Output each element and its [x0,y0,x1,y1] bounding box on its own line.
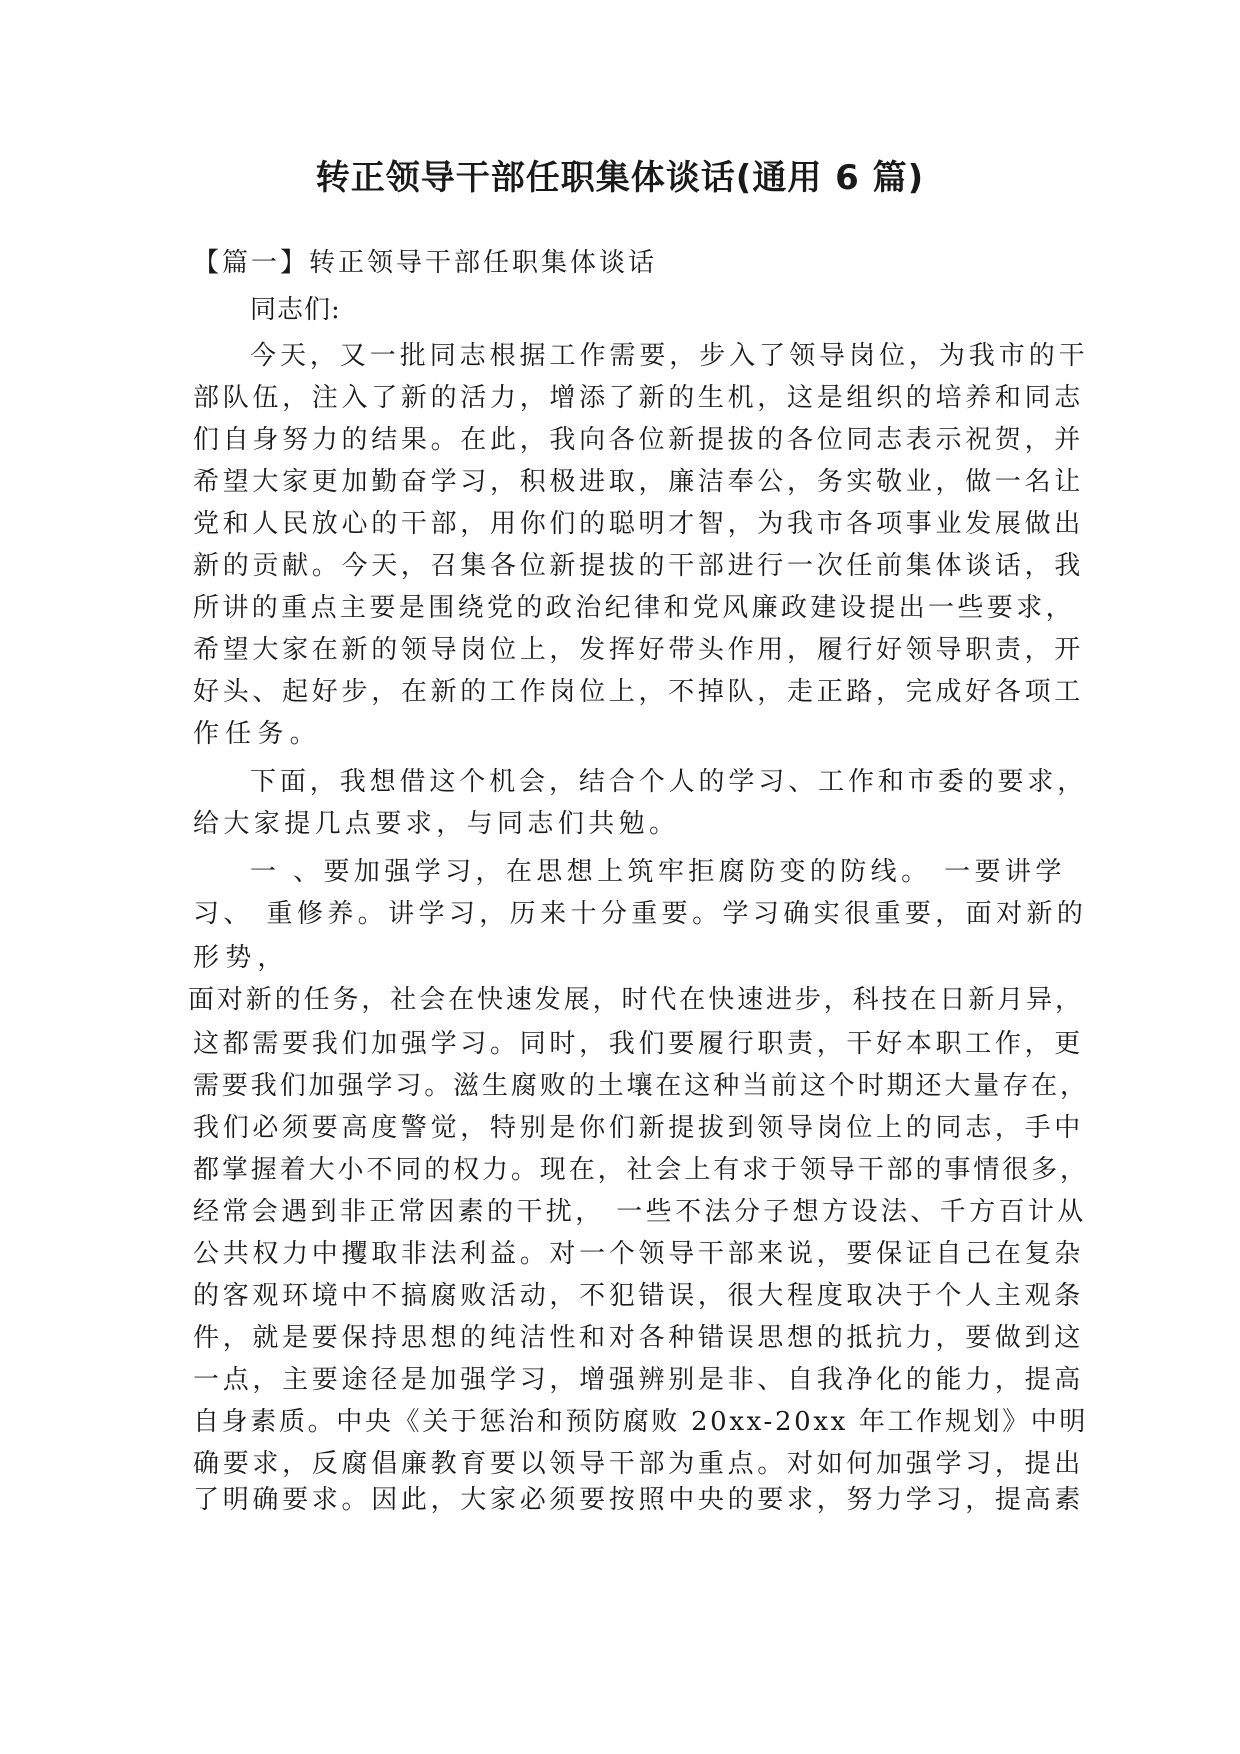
paragraph-line: 党和人民放心的干部，用你们的聪明才智，为我市各项事业发展做出 [193,509,1085,539]
paragraph-line: 希望大家在新的领导岗位上，发挥好带头作用，履行好领导职责，开 [193,635,1085,665]
paragraph-line: 件，就是要保持思想的纯洁性和对各种错误思想的抵抗力，要做到这 [193,1323,1085,1353]
paragraph-line: 下面，我想借这个机会，结合个人的学习、工作和市委的要求， [250,767,1088,797]
paragraph-line: 给大家提几点要求，与同志们共勉。 [193,809,680,839]
paragraph-line: 好头、起好步，在新的工作岗位上，不掉队，走正路，完成好各项工 [193,677,1085,707]
paragraph-line: 形势， [193,943,290,973]
paragraph-line: 自身素质。中央《关于惩治和预防腐败 20xx-20xx 年工作规划》中明 [193,1407,1089,1437]
paragraph-line: 今天，又一批同志根据工作需要，步入了领导岗位，为我市的干 [250,341,1089,371]
paragraph-line: 部队伍，注入了新的活力，增添了新的生机，这是组织的培养和同志 [193,383,1085,413]
section-heading: 【篇一】转正领导干部任职集体谈话 [193,248,658,278]
paragraph-line: 的客观环境中不搞腐败活动，不犯错误，很大程度取决于个人主观条 [193,1281,1085,1311]
paragraph-line: 公共权力中攫取非法利益。对一个领导干部来说，要保证自己在复杂 [193,1239,1085,1269]
paragraph-line: 作任务。 [193,719,322,749]
paragraph-line: 经常会遇到非正常因素的干扰， 一些不法分子想方设法、千方百计从 [193,1197,1087,1227]
paragraph-line: 面对新的任务，社会在快速发展，时代在快速进步，科技在日新月异， [188,985,1084,1015]
paragraph-line: 所讲的重点主要是围绕党的政治纪律和党风廉政建设提出一些要求， [193,593,1076,623]
paragraph-line: 新的贡献。今天，召集各位新提拔的干部进行一次任前集体谈话，我 [193,551,1085,581]
paragraph-line: 们自身努力的结果。在此，我向各位新提拔的各位同志表示祝贺，并 [193,425,1085,455]
paragraph-line: 一 、要加强学习，在思想上筑牢拒腐防变的防线。 一要讲学 [250,857,1066,887]
paragraph-line: 确要求，反腐倡廉教育要以领导干部为重点。对如何加强学习，提出 [193,1449,1085,1479]
paragraph-line: 一点，主要途径是加强学习，增强辨别是非、自我净化的能力，提高 [193,1365,1085,1395]
paragraph-line: 需要我们加强学习。滋生腐败的土壤在这种当前这个时期还大量存在， [193,1071,1089,1101]
paragraph-line: 希望大家更加勤奋学习，积极进取，廉洁奉公，务实敬业，做一名让 [193,467,1085,497]
paragraph-line: 这都需要我们加强学习。同时，我们要履行职责，干好本职工作，更 [193,1029,1085,1059]
paragraph-line: 都掌握着大小不同的权力。现在，社会上有求于领导干部的事情很多， [193,1155,1089,1185]
greeting: 同志们: [250,295,341,325]
document-title: 转正领导干部任职集体谈话(通用 6 篇) [315,158,925,198]
paragraph-line: 我们必须要高度警觉，特别是你们新提拔到领导岗位上的同志，手中 [193,1113,1085,1143]
paragraph-line: 了明确要求。因此，大家必须要按照中央的要求，努力学习，提高素 [193,1485,1085,1515]
paragraph-line: 习、 重修养。讲学习，历来十分重要。学习确实很重要，面对新的 [193,899,1088,929]
